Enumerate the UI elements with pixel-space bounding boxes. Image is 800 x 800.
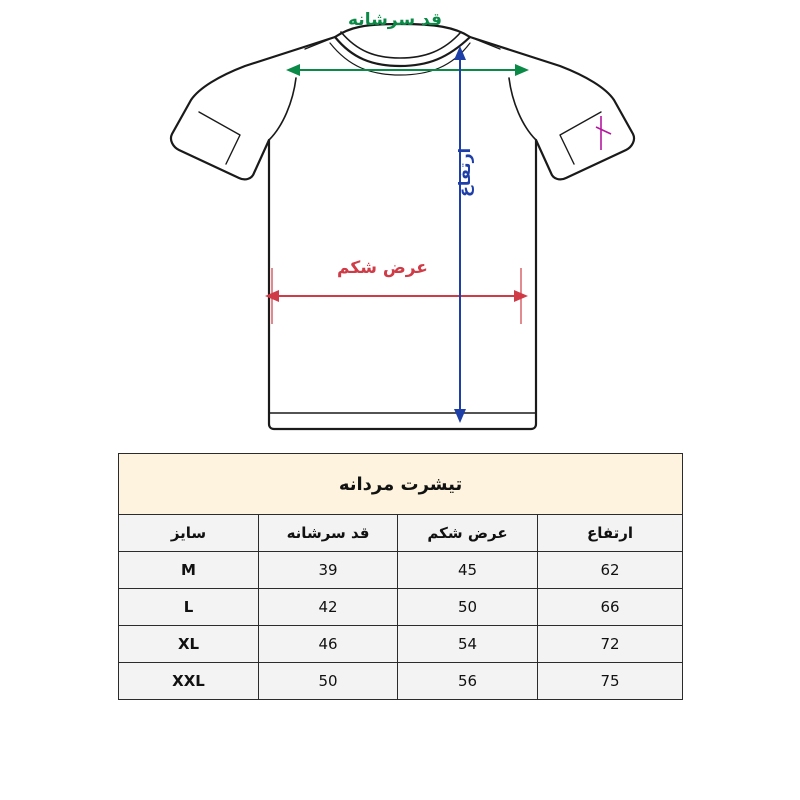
cell-size: L — [119, 589, 259, 626]
cell-chest: 50 — [398, 589, 538, 626]
cell-chest: 54 — [398, 626, 538, 663]
label-shoulder-length: قد سرشانه — [348, 10, 442, 30]
column-header-size: سایز — [119, 515, 259, 552]
cell-height: 75 — [538, 663, 683, 700]
label-chest-width: عرض شکم — [337, 258, 428, 278]
table-title: تیشرت مردانه — [119, 454, 683, 515]
table-row — [119, 663, 683, 700]
cell-height: 62 — [538, 552, 683, 589]
tshirt-outline — [171, 24, 634, 429]
size-table — [118, 453, 683, 700]
table-header-row — [119, 515, 683, 552]
table-title-row — [119, 454, 683, 515]
cell-chest: 45 — [398, 552, 538, 589]
cell-shoulder: 42 — [259, 589, 398, 626]
column-header-chest: عرض شکم — [398, 515, 538, 552]
table-row — [119, 626, 683, 663]
cell-height: 66 — [538, 589, 683, 626]
label-height: ارتفاع — [455, 147, 474, 197]
cell-shoulder: 46 — [259, 626, 398, 663]
table-row — [119, 589, 683, 626]
cell-height: 72 — [538, 626, 683, 663]
cell-chest: 56 — [398, 663, 538, 700]
table-row — [119, 552, 683, 589]
column-header-height: ارتفاع — [538, 515, 683, 552]
cell-size: XL — [119, 626, 259, 663]
cell-shoulder: 39 — [259, 552, 398, 589]
column-header-shoulder: قد سرشانه — [259, 515, 398, 552]
cell-shoulder: 50 — [259, 663, 398, 700]
cell-size: M — [119, 552, 259, 589]
cell-size: XXL — [119, 663, 259, 700]
